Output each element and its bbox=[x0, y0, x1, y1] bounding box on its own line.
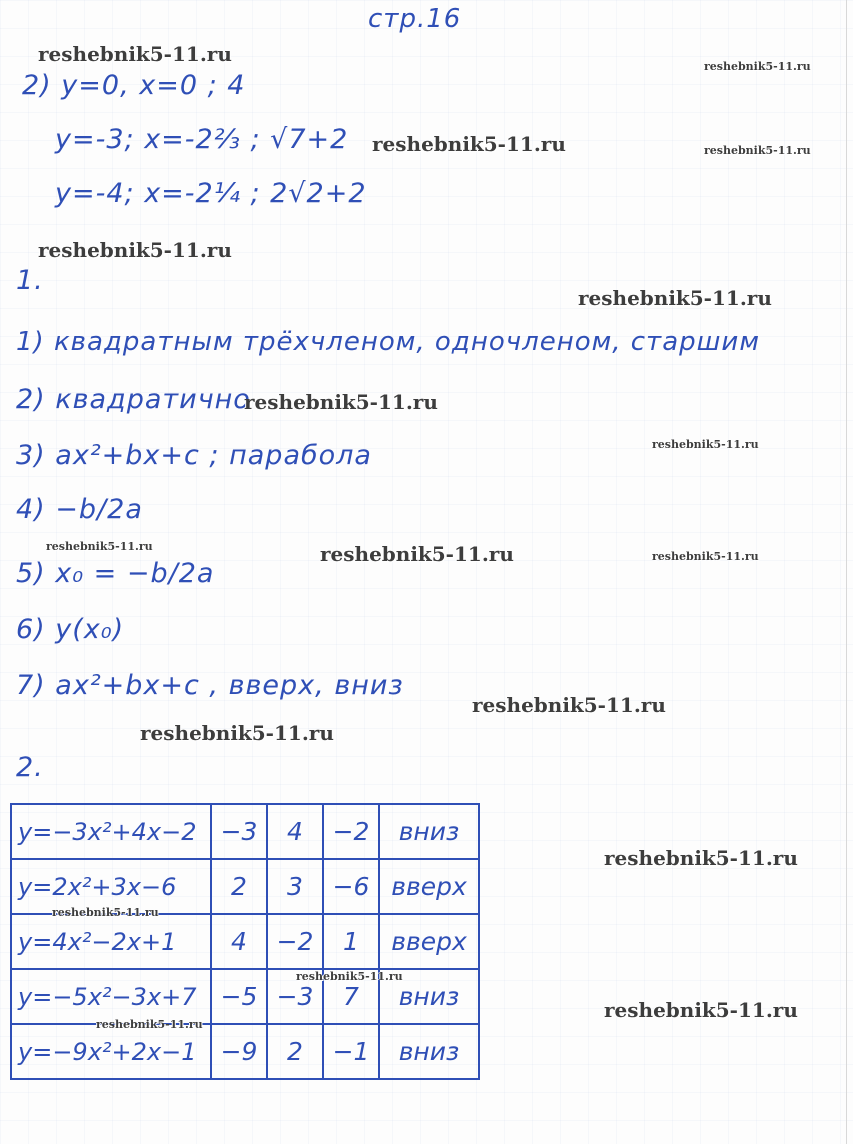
watermark: reshebnik5-11.ru bbox=[604, 998, 798, 1022]
watermark: reshebnik5-11.ru bbox=[604, 846, 798, 870]
watermark: reshebnik5-11.ru bbox=[140, 721, 334, 745]
answer-line: 3) ax²+bx+c ; парабола bbox=[16, 440, 372, 471]
watermark: reshebnik5-11.ru bbox=[244, 390, 438, 414]
task-number: 1. bbox=[16, 265, 44, 296]
answer-line: 2) квадратично bbox=[16, 384, 251, 415]
table-cell: −2 bbox=[323, 804, 379, 859]
watermark: reshebnik5-11.ru bbox=[46, 540, 153, 553]
table-cell: 4 bbox=[267, 804, 323, 859]
page-number-header: стр.16 bbox=[368, 4, 462, 34]
answer-line: y=-3; x=-2⅔ ; √7+2 bbox=[55, 124, 349, 155]
table-cell: −2 bbox=[267, 914, 323, 969]
table-cell: −3 bbox=[267, 969, 323, 1024]
table-cell: вверх bbox=[379, 914, 479, 969]
table-cell: −9 bbox=[211, 1024, 267, 1079]
table-cell: y=4x²−2x+1 bbox=[11, 914, 211, 969]
watermark: reshebnik5-11.ru bbox=[96, 1018, 203, 1031]
watermark: reshebnik5-11.ru bbox=[372, 132, 566, 156]
table-row bbox=[11, 1024, 479, 1079]
table-cell: вниз bbox=[379, 1024, 479, 1079]
answer-line: 6) y(x₀) bbox=[16, 614, 125, 645]
answer-line: 5) x₀ = −b/2a bbox=[16, 558, 215, 589]
table-row bbox=[11, 914, 479, 969]
table-cell: 4 bbox=[211, 914, 267, 969]
table-cell: вверх bbox=[379, 859, 479, 914]
page-edge bbox=[846, 0, 847, 1144]
table-cell: −6 bbox=[323, 859, 379, 914]
table-row bbox=[11, 969, 479, 1024]
watermark: reshebnik5-11.ru bbox=[52, 906, 159, 919]
task-number: 2. bbox=[16, 752, 44, 783]
watermark: reshebnik5-11.ru bbox=[578, 286, 772, 310]
table-cell: 2 bbox=[267, 1024, 323, 1079]
answer-line: 2) y=0, x=0 ; 4 bbox=[22, 70, 246, 101]
watermark: reshebnik5-11.ru bbox=[704, 144, 811, 157]
table-cell: −3 bbox=[211, 804, 267, 859]
table-cell: вниз bbox=[379, 804, 479, 859]
answer-line: y=-4; x=-2¼ ; 2√2+2 bbox=[55, 178, 367, 209]
watermark: reshebnik5-11.ru bbox=[320, 542, 514, 566]
table-cell: 2 bbox=[211, 859, 267, 914]
table-cell: y=−3x²+4x−2 bbox=[11, 804, 211, 859]
answer-line: 7) ax²+bx+c , вверх, вниз bbox=[16, 670, 404, 701]
watermark: reshebnik5-11.ru bbox=[296, 970, 403, 983]
watermark: reshebnik5-11.ru bbox=[38, 42, 232, 66]
table-cell: 1 bbox=[323, 914, 379, 969]
watermark: reshebnik5-11.ru bbox=[652, 438, 759, 451]
table-cell: 3 bbox=[267, 859, 323, 914]
table-cell: y=−5x²−3x+7 bbox=[11, 969, 211, 1024]
watermark: reshebnik5-11.ru bbox=[38, 238, 232, 262]
table-cell: −1 bbox=[323, 1024, 379, 1079]
answer-line: 1) квадратным трёхчленом, одночленом, старшим bbox=[16, 327, 760, 357]
table-cell: вниз bbox=[379, 969, 479, 1024]
table-cell: y=2x²+3x−6 bbox=[11, 859, 211, 914]
table-row bbox=[11, 804, 479, 859]
answers-table bbox=[10, 803, 480, 1080]
watermark: reshebnik5-11.ru bbox=[472, 693, 666, 717]
watermark: reshebnik5-11.ru bbox=[652, 550, 759, 563]
watermark: reshebnik5-11.ru bbox=[704, 60, 811, 73]
answer-line: 4) −b/2a bbox=[16, 494, 143, 525]
table-cell: −5 bbox=[211, 969, 267, 1024]
table-cell: y=−9x²+2x−1 bbox=[11, 1024, 211, 1079]
table-cell: 7 bbox=[323, 969, 379, 1024]
